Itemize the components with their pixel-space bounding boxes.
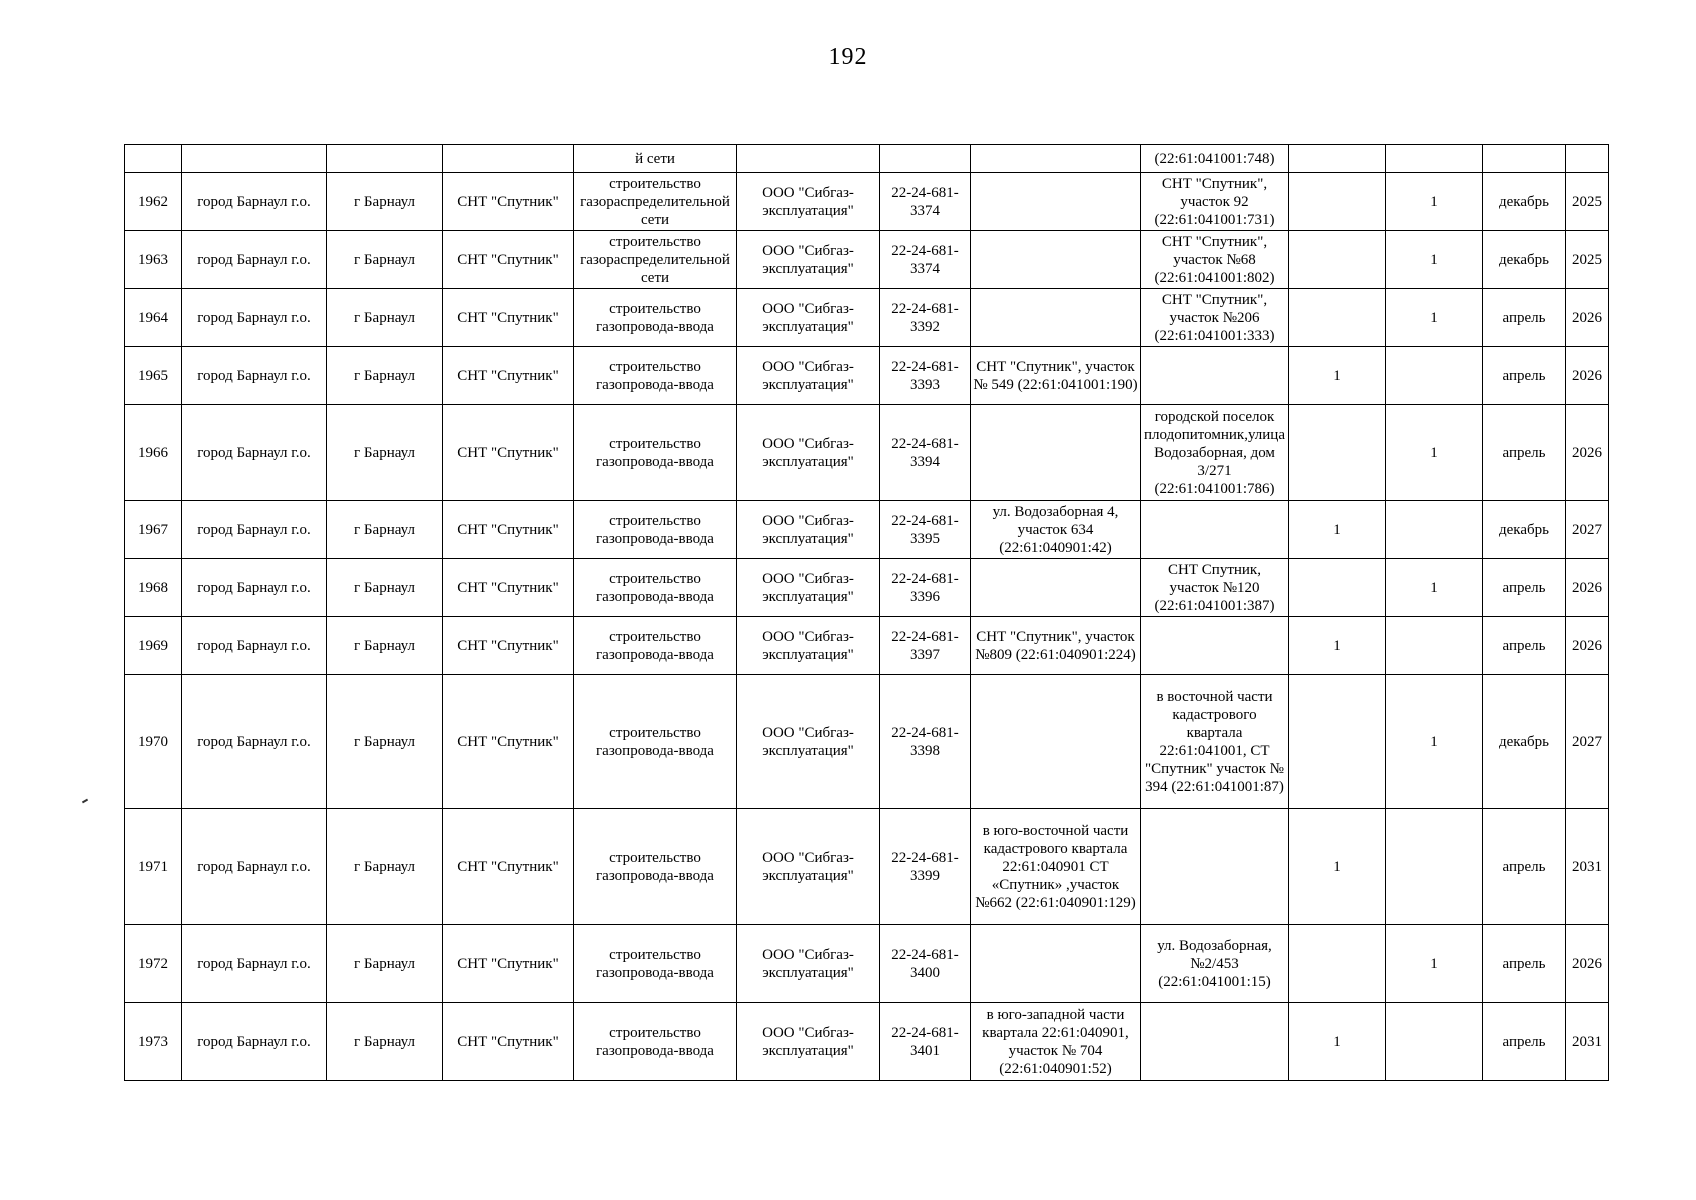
cell-location-b: ул. Водозаборная,№2/453 (22:61:041001:15) <box>1141 925 1289 1003</box>
cell-count-a: 1 <box>1289 1003 1386 1081</box>
cell-work: строительство газопровода-ввода <box>574 1003 737 1081</box>
cell-settlement: СНТ "Спутник" <box>443 809 574 925</box>
cell-district: город Барнаул г.о. <box>182 1003 327 1081</box>
cell-location-b: (22:61:041001:748) <box>1141 145 1289 173</box>
cell-district: город Барнаул г.о. <box>182 675 327 809</box>
cell-num: 1965 <box>125 347 182 405</box>
cell-settlement <box>443 145 574 173</box>
table-row <box>125 231 1609 289</box>
table-row <box>125 925 1609 1003</box>
cell-code: 22-24-681-3399 <box>880 809 971 925</box>
cell-count-b <box>1386 617 1483 675</box>
table-row <box>125 1003 1609 1081</box>
stray-mark <box>82 799 88 804</box>
cell-num: 1972 <box>125 925 182 1003</box>
cell-settlement: СНТ "Спутник" <box>443 559 574 617</box>
cell-settlement: СНТ "Спутник" <box>443 675 574 809</box>
cell-num: 1964 <box>125 289 182 347</box>
cell-location-a <box>971 925 1141 1003</box>
cell-year: 2026 <box>1566 617 1609 675</box>
cell-code: 22-24-681-3393 <box>880 347 971 405</box>
cell-org: ООО "Сибгаз-эксплуатация" <box>737 347 880 405</box>
cell-count-a <box>1289 289 1386 347</box>
cell-work: строительство газопровода-ввода <box>574 925 737 1003</box>
cell-settlement: СНТ "Спутник" <box>443 1003 574 1081</box>
cell-count-b <box>1386 145 1483 173</box>
cell-settlement: СНТ "Спутник" <box>443 231 574 289</box>
cell-count-b <box>1386 809 1483 925</box>
cell-num: 1973 <box>125 1003 182 1081</box>
cell-location-b: СНТ "Спутник", участок №68 (22:61:041001:802) <box>1141 231 1289 289</box>
cell-code: 22-24-681-3396 <box>880 559 971 617</box>
cell-org: ООО "Сибгаз-эксплуатация" <box>737 405 880 501</box>
cell-district: город Барнаул г.о. <box>182 559 327 617</box>
cell-num: 1969 <box>125 617 182 675</box>
table-row <box>125 675 1609 809</box>
cell-org: ООО "Сибгаз-эксплуатация" <box>737 559 880 617</box>
cell-work: й сети <box>574 145 737 173</box>
cell-org: ООО "Сибгаз-эксплуатация" <box>737 231 880 289</box>
cell-count-a <box>1289 231 1386 289</box>
registry-table <box>124 144 1609 1081</box>
cell-num: 1971 <box>125 809 182 925</box>
cell-count-a: 1 <box>1289 501 1386 559</box>
cell-location-a: СНТ "Спутник", участок № 549 (22:61:041001:190) <box>971 347 1141 405</box>
table-row <box>125 347 1609 405</box>
table-row <box>125 405 1609 501</box>
cell-org: ООО "Сибгаз-эксплуатация" <box>737 925 880 1003</box>
cell-num: 1968 <box>125 559 182 617</box>
cell-city: г Барнаул <box>327 1003 443 1081</box>
table-row-continued <box>125 145 1609 173</box>
cell-code: 22-24-681-3374 <box>880 173 971 231</box>
cell-city: г Барнаул <box>327 501 443 559</box>
cell-city: г Барнаул <box>327 925 443 1003</box>
cell-district: город Барнаул г.о. <box>182 617 327 675</box>
cell-year <box>1566 145 1609 173</box>
cell-year: 2026 <box>1566 289 1609 347</box>
table-row <box>125 809 1609 925</box>
cell-code: 22-24-681-3401 <box>880 1003 971 1081</box>
cell-location-a <box>971 559 1141 617</box>
cell-num: 1970 <box>125 675 182 809</box>
cell-month: апрель <box>1483 617 1566 675</box>
cell-month: декабрь <box>1483 173 1566 231</box>
cell-settlement: СНТ "Спутник" <box>443 173 574 231</box>
cell-org: ООО "Сибгаз-эксплуатация" <box>737 1003 880 1081</box>
cell-location-b <box>1141 809 1289 925</box>
cell-location-a: в юго-западной части квартала 22:61:040901, участок № 704 (22:61:040901:52) <box>971 1003 1141 1081</box>
cell-org <box>737 145 880 173</box>
cell-work: строительство газораспределительной сети <box>574 231 737 289</box>
cell-district: город Барнаул г.о. <box>182 809 327 925</box>
cell-code: 22-24-681-3395 <box>880 501 971 559</box>
cell-month: апрель <box>1483 925 1566 1003</box>
cell-count-b <box>1386 1003 1483 1081</box>
cell-district <box>182 145 327 173</box>
cell-district: город Барнаул г.о. <box>182 289 327 347</box>
cell-num: 1962 <box>125 173 182 231</box>
cell-city: г Барнаул <box>327 617 443 675</box>
cell-district: город Барнаул г.о. <box>182 173 327 231</box>
cell-count-a: 1 <box>1289 347 1386 405</box>
cell-year: 2025 <box>1566 231 1609 289</box>
cell-org: ООО "Сибгаз-эксплуатация" <box>737 501 880 559</box>
cell-month: декабрь <box>1483 501 1566 559</box>
cell-month: апрель <box>1483 559 1566 617</box>
cell-count-a <box>1289 173 1386 231</box>
cell-settlement: СНТ "Спутник" <box>443 501 574 559</box>
table-row <box>125 617 1609 675</box>
cell-location-b <box>1141 1003 1289 1081</box>
cell-location-a: в юго-восточной части кадастрового квартала 22:61:040901 СТ «Спутник» ,участок №662 (22:61:040901:129) <box>971 809 1141 925</box>
cell-work: строительство газопровода-ввода <box>574 559 737 617</box>
cell-city: г Барнаул <box>327 231 443 289</box>
cell-city: г Барнаул <box>327 559 443 617</box>
cell-code: 22-24-681-3374 <box>880 231 971 289</box>
cell-year: 2026 <box>1566 405 1609 501</box>
page-number: 192 <box>828 44 868 70</box>
cell-code: 22-24-681-3394 <box>880 405 971 501</box>
cell-location-b: СНТ "Спутник", участок 92 (22:61:041001:731) <box>1141 173 1289 231</box>
cell-location-b <box>1141 347 1289 405</box>
cell-year: 2026 <box>1566 559 1609 617</box>
cell-num: 1966 <box>125 405 182 501</box>
cell-city: г Барнаул <box>327 675 443 809</box>
cell-location-b <box>1141 617 1289 675</box>
cell-count-b: 1 <box>1386 925 1483 1003</box>
table-row <box>125 559 1609 617</box>
cell-location-b: СНТ Спутник, участок №120 (22:61:041001:387) <box>1141 559 1289 617</box>
cell-month: апрель <box>1483 1003 1566 1081</box>
cell-month: апрель <box>1483 809 1566 925</box>
table-row <box>125 289 1609 347</box>
table-row <box>125 173 1609 231</box>
cell-year: 2026 <box>1566 925 1609 1003</box>
cell-location-a <box>971 145 1141 173</box>
cell-count-a <box>1289 559 1386 617</box>
cell-year: 2027 <box>1566 501 1609 559</box>
cell-location-a <box>971 405 1141 501</box>
cell-settlement: СНТ "Спутник" <box>443 617 574 675</box>
cell-org: ООО "Сибгаз-эксплуатация" <box>737 675 880 809</box>
cell-count-a <box>1289 145 1386 173</box>
cell-location-b <box>1141 501 1289 559</box>
cell-year: 2025 <box>1566 173 1609 231</box>
cell-city: г Барнаул <box>327 347 443 405</box>
cell-num <box>125 145 182 173</box>
cell-location-b: СНТ "Спутник", участок №206 (22:61:041001:333) <box>1141 289 1289 347</box>
cell-work: строительство газопровода-ввода <box>574 617 737 675</box>
table-row <box>125 501 1609 559</box>
cell-work: строительство газопровода-ввода <box>574 405 737 501</box>
cell-count-a: 1 <box>1289 809 1386 925</box>
cell-settlement: СНТ "Спутник" <box>443 405 574 501</box>
cell-count-b: 1 <box>1386 675 1483 809</box>
cell-city: г Барнаул <box>327 289 443 347</box>
cell-year: 2027 <box>1566 675 1609 809</box>
cell-num: 1967 <box>125 501 182 559</box>
cell-location-b: в восточной части кадастрового квартала 22:61:041001, СТ "Спутник" участок № 394 (22:61:041001:87) <box>1141 675 1289 809</box>
cell-year: 2031 <box>1566 809 1609 925</box>
cell-code <box>880 145 971 173</box>
cell-work: строительство газопровода-ввода <box>574 347 737 405</box>
cell-settlement: СНТ "Спутник" <box>443 347 574 405</box>
cell-count-b: 1 <box>1386 173 1483 231</box>
cell-city: г Барнаул <box>327 405 443 501</box>
cell-code: 22-24-681-3400 <box>880 925 971 1003</box>
cell-location-a <box>971 173 1141 231</box>
cell-count-b <box>1386 501 1483 559</box>
cell-count-b: 1 <box>1386 405 1483 501</box>
cell-month: апрель <box>1483 289 1566 347</box>
cell-city <box>327 145 443 173</box>
cell-district: город Барнаул г.о. <box>182 231 327 289</box>
cell-code: 22-24-681-3397 <box>880 617 971 675</box>
cell-work: строительство газораспределительной сети <box>574 173 737 231</box>
cell-district: город Барнаул г.о. <box>182 347 327 405</box>
cell-location-a: ул. Водозаборная 4, участок 634 (22:61:040901:42) <box>971 501 1141 559</box>
cell-month <box>1483 145 1566 173</box>
cell-city: г Барнаул <box>327 809 443 925</box>
cell-location-a <box>971 289 1141 347</box>
cell-location-a: СНТ "Спутник", участок №809 (22:61:040901:224) <box>971 617 1141 675</box>
cell-count-b: 1 <box>1386 231 1483 289</box>
cell-month: апрель <box>1483 347 1566 405</box>
cell-work: строительство газопровода-ввода <box>574 289 737 347</box>
cell-month: декабрь <box>1483 231 1566 289</box>
cell-count-b: 1 <box>1386 559 1483 617</box>
cell-count-a <box>1289 405 1386 501</box>
cell-district: город Барнаул г.о. <box>182 405 327 501</box>
cell-count-b <box>1386 347 1483 405</box>
cell-count-a <box>1289 925 1386 1003</box>
cell-year: 2026 <box>1566 347 1609 405</box>
cell-work: строительство газопровода-ввода <box>574 809 737 925</box>
cell-num: 1963 <box>125 231 182 289</box>
cell-work: строительство газопровода-ввода <box>574 501 737 559</box>
cell-settlement: СНТ "Спутник" <box>443 289 574 347</box>
cell-org: ООО "Сибгаз-эксплуатация" <box>737 809 880 925</box>
cell-count-b: 1 <box>1386 289 1483 347</box>
cell-count-a <box>1289 675 1386 809</box>
cell-org: ООО "Сибгаз-эксплуатация" <box>737 173 880 231</box>
cell-city: г Барнаул <box>327 173 443 231</box>
cell-location-a <box>971 675 1141 809</box>
cell-org: ООО "Сибгаз-эксплуатация" <box>737 617 880 675</box>
cell-count-a: 1 <box>1289 617 1386 675</box>
cell-month: апрель <box>1483 405 1566 501</box>
cell-settlement: СНТ "Спутник" <box>443 925 574 1003</box>
cell-code: 22-24-681-3398 <box>880 675 971 809</box>
cell-month: декабрь <box>1483 675 1566 809</box>
cell-year: 2031 <box>1566 1003 1609 1081</box>
cell-location-a <box>971 231 1141 289</box>
cell-work: строительство газопровода-ввода <box>574 675 737 809</box>
cell-district: город Барнаул г.о. <box>182 501 327 559</box>
cell-location-b: городской поселок плодопитомник,улица Водозаборная, дом 3/271 (22:61:041001:786) <box>1141 405 1289 501</box>
cell-district: город Барнаул г.о. <box>182 925 327 1003</box>
cell-code: 22-24-681-3392 <box>880 289 971 347</box>
cell-org: ООО "Сибгаз-эксплуатация" <box>737 289 880 347</box>
